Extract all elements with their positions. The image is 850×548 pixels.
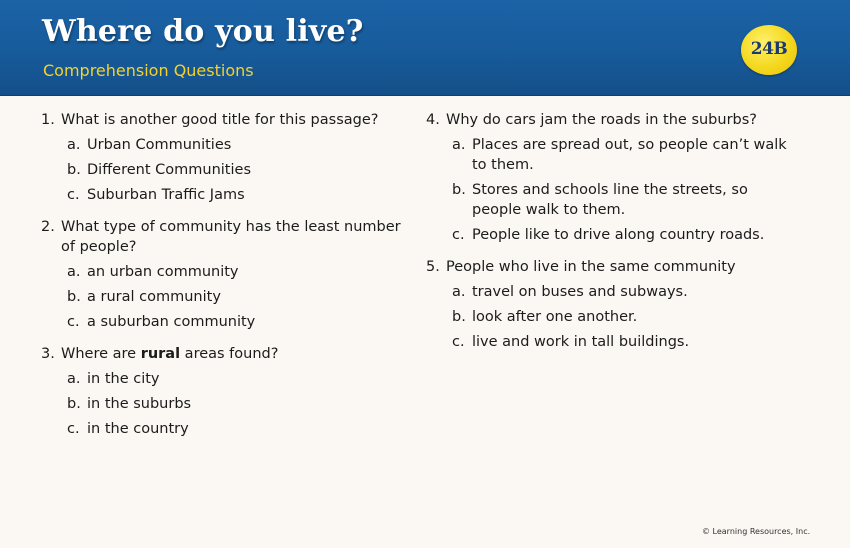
option-text: in the country	[87, 421, 189, 437]
option-text: Urban Communities	[87, 137, 232, 153]
option-letter: b.	[67, 396, 81, 412]
answer-option	[452, 282, 796, 302]
answer-option	[67, 369, 411, 389]
answer-option	[452, 135, 796, 175]
answer-option	[67, 135, 411, 155]
option-letter: a.	[452, 137, 466, 153]
option-letter: b.	[67, 162, 81, 178]
answer-option	[67, 394, 411, 414]
page-title: Where do you live?	[42, 14, 364, 49]
option-text: in the city	[87, 371, 160, 387]
option-letter: c.	[67, 314, 80, 330]
question-text: What is another good title for this passage?	[61, 112, 379, 128]
option-letter: b.	[452, 182, 466, 198]
option-text: live and work in tall buildings.	[472, 334, 690, 350]
option-text: Suburban Traffic Jams	[87, 187, 245, 203]
option-letter: c.	[67, 187, 80, 203]
answer-option	[67, 287, 411, 307]
option-letter: c.	[67, 421, 80, 437]
question-text-start: Where are	[61, 346, 141, 362]
answer-option	[452, 180, 796, 220]
question-text: Why do cars jam the roads in the suburbs?	[446, 112, 757, 128]
answer-options	[452, 282, 796, 352]
answer-option	[67, 185, 411, 205]
question-number: 1.	[41, 112, 55, 128]
option-text: Stores and schools line the streets, so people walk to them.	[472, 182, 748, 218]
question-number: 5.	[426, 259, 440, 275]
question-number: 3.	[41, 346, 55, 362]
option-text: in the suburbs	[87, 396, 192, 412]
option-text: a suburban community	[87, 314, 256, 330]
option-letter: b.	[452, 309, 466, 325]
option-letter: a.	[67, 371, 81, 387]
questions-right-column	[426, 110, 796, 364]
option-letter: b.	[67, 289, 81, 305]
page-subtitle: Comprehension Questions	[43, 61, 254, 80]
option-letter: a.	[67, 137, 81, 153]
question-number: 2.	[41, 219, 55, 235]
answer-options	[67, 369, 411, 439]
answer-option	[452, 225, 796, 245]
card-number-badge	[741, 25, 797, 75]
option-letter: c.	[452, 334, 465, 350]
questions-left-column	[41, 110, 411, 451]
option-text: a rural community	[87, 289, 221, 305]
question-text-end: areas found?	[180, 346, 279, 362]
answer-option	[67, 419, 411, 439]
option-text: an urban community	[87, 264, 239, 280]
option-text: travel on buses and subways.	[472, 284, 688, 300]
answer-option	[452, 332, 796, 352]
option-text: People like to drive along country roads.	[472, 227, 765, 243]
copyright-notice: © Learning Resources, Inc.	[702, 527, 811, 536]
option-text: Places are spread out, so people can’t walk to them.	[472, 137, 787, 173]
option-letter: a.	[67, 264, 81, 280]
option-letter: a.	[452, 284, 466, 300]
question-5	[426, 257, 796, 352]
answer-option	[67, 160, 411, 180]
question-text: People who live in the same community	[446, 259, 736, 275]
answer-options	[452, 135, 796, 245]
answer-options	[67, 135, 411, 205]
answer-option	[452, 307, 796, 327]
question-text	[61, 344, 411, 364]
option-letter: c.	[452, 227, 465, 243]
question-1	[41, 110, 411, 205]
answer-options	[67, 262, 411, 332]
option-text: look after one another.	[472, 309, 638, 325]
question-keyword: rural	[140, 346, 181, 362]
header-banner	[0, 0, 850, 96]
question-2	[41, 217, 411, 332]
card-number-label: 24B	[750, 39, 788, 59]
answer-option	[67, 312, 411, 332]
question-number: 4.	[426, 112, 440, 128]
question-3	[41, 344, 411, 439]
question-text: What type of community has the least number of people?	[61, 219, 401, 255]
question-4	[426, 110, 796, 245]
answer-option	[67, 262, 411, 282]
option-text: Different Communities	[87, 162, 251, 178]
